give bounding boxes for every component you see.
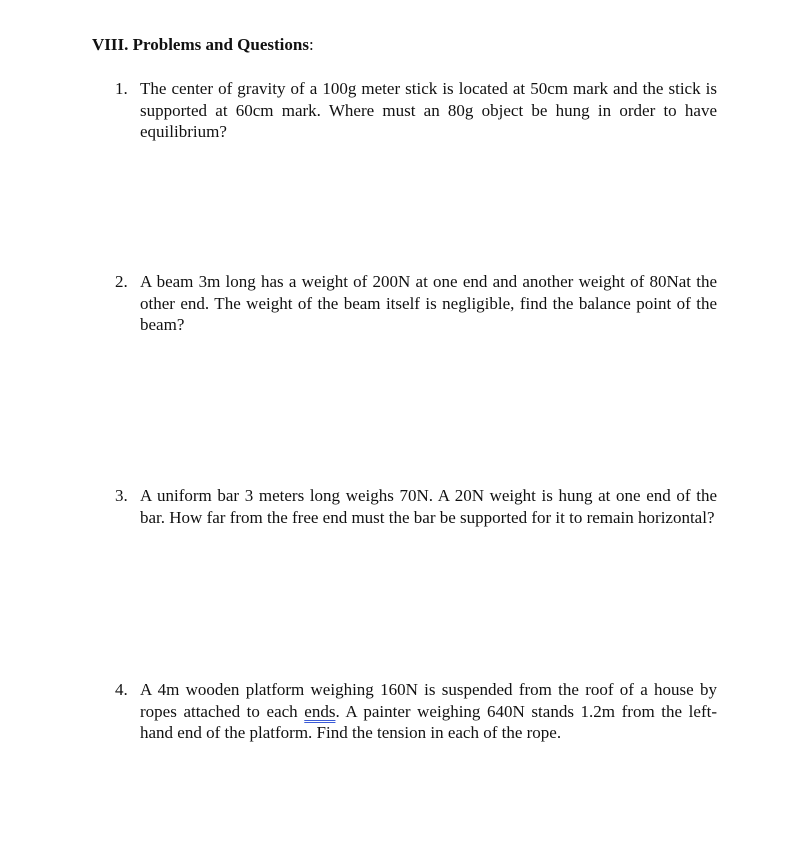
section-heading: [92, 34, 314, 56]
problem-number: 1.: [115, 79, 128, 98]
problem-item: [115, 78, 717, 143]
problem-item: [115, 679, 717, 744]
problem-number: 4.: [115, 680, 128, 699]
problem-text: [140, 679, 717, 744]
section-heading-title: VIII. Problems and Questions: [92, 35, 309, 54]
problem-item: [115, 271, 717, 336]
grammar-flagged-word[interactable]: ends: [304, 701, 336, 721]
problem-text-start: A 4m wooden platform weighing 160N is suspended from the roof of a house by ropes attached to each: [140, 680, 717, 721]
section-heading-colon: :: [308, 35, 314, 54]
problem-number: 2.: [115, 272, 128, 291]
problem-text: A uniform bar 3 meters long weighs 70N. A 20N weight is hung at one end of the bar. How far from the free end must the bar be supported for it to remain horizontal?: [140, 486, 717, 527]
problem-text: A beam 3m long has a weight of 200N at one end and another weight of 80Nat the other end. The weight of the beam itself is negligible, find the balance point of the beam?: [140, 272, 717, 334]
problem-text: The center of gravity of a 100g meter stick is located at 50cm mark and the stick is supported at 60cm mark. Where must an 80g object be hung in order to have equilibrium?: [140, 79, 717, 141]
problem-number: 3.: [115, 486, 128, 505]
problem-item: [115, 485, 717, 528]
problem-text-end: . A painter weighing 640N stands 1.2m from the left-hand end of the platform. Find the tension in each of the rope.: [140, 701, 717, 742]
